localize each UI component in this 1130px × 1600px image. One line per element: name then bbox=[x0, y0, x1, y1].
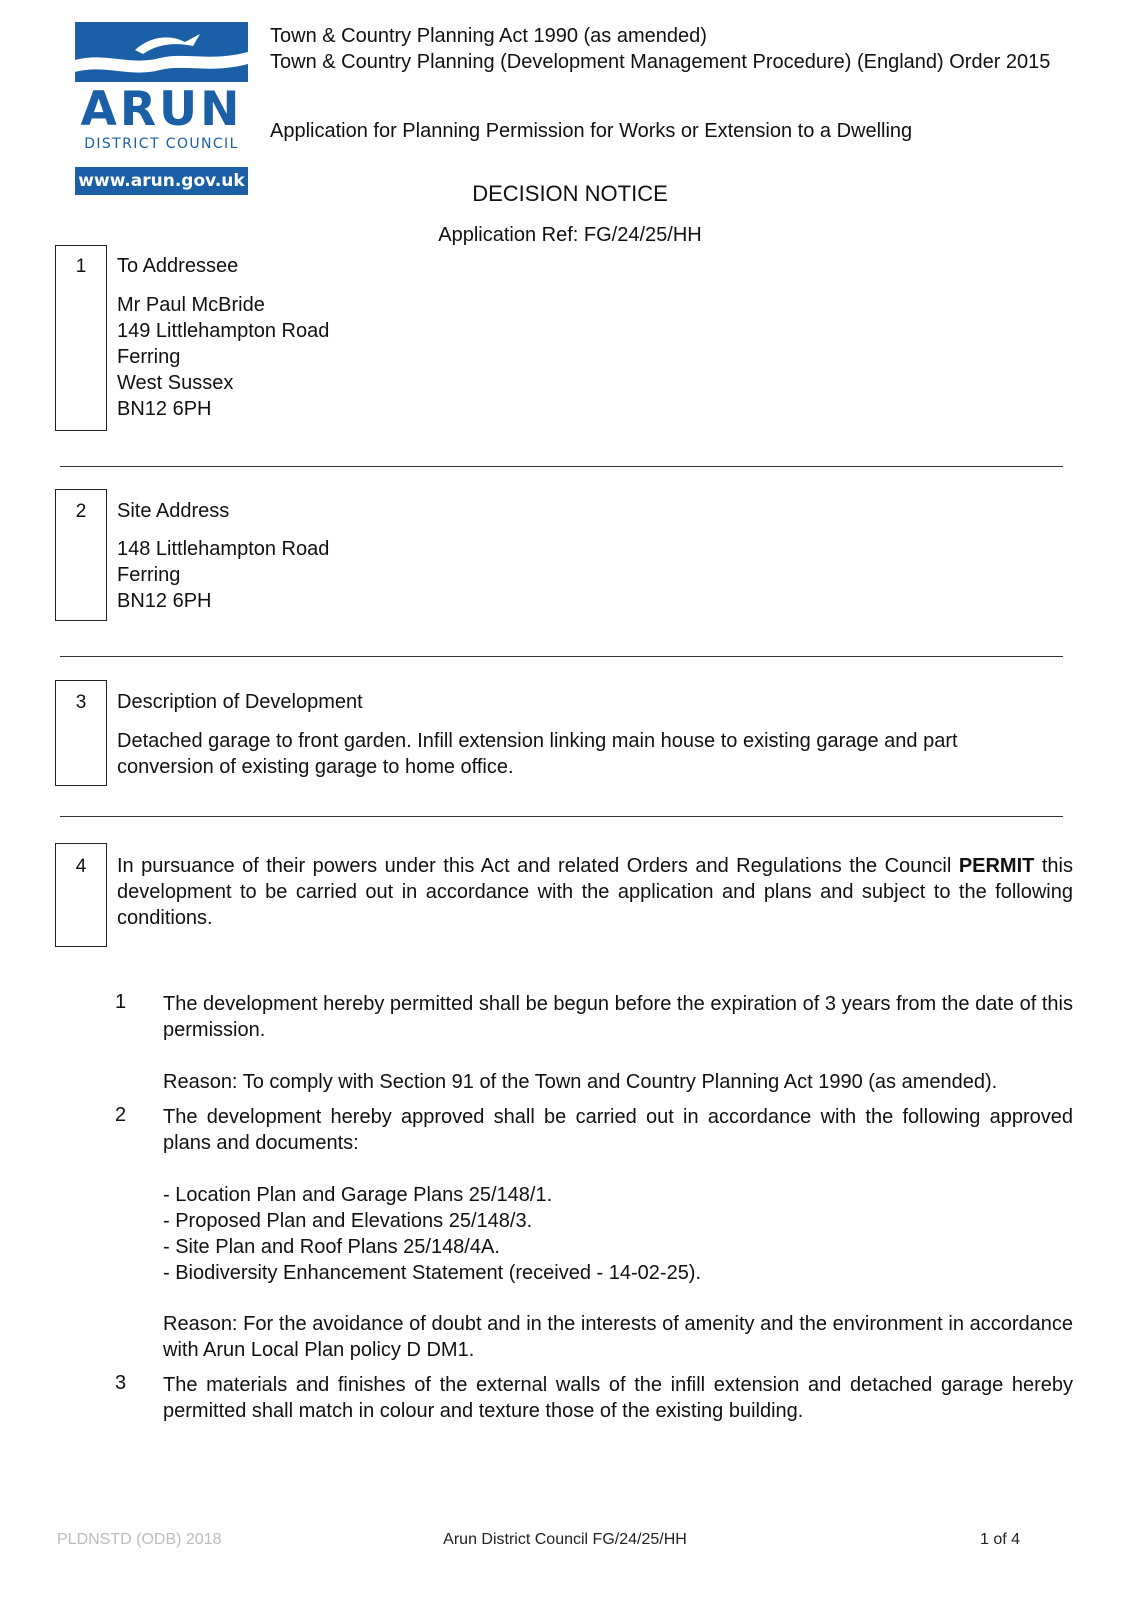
condition-number: 1 bbox=[115, 991, 127, 1013]
address-line: 148 Littlehampton Road bbox=[117, 538, 330, 560]
section-number: 4 bbox=[75, 856, 87, 877]
logo-url: www.arun.gov.uk bbox=[75, 167, 248, 195]
form-code: PLDNSTD (ODB) 2018 bbox=[57, 1531, 222, 1548]
condition-text: The materials and finishes of the external walls of the infill extension and detached garage hereby permitted shall match in colour and texture those of the existing building. bbox=[163, 1374, 1073, 1422]
address-line: 149 Littlehampton Road bbox=[117, 320, 330, 342]
section-title: Site Address bbox=[117, 500, 230, 522]
address-line: BN12 6PH bbox=[117, 398, 212, 420]
condition-number: 2 bbox=[115, 1104, 127, 1126]
application-type: Application for Planning Permission for Works or Extension to a Dwelling bbox=[270, 120, 913, 142]
notice-title: DECISION NOTICE bbox=[472, 181, 668, 206]
condition-reason: Reason: For the avoidance of doubt and in the interests of amenity and the environment in accordance with Arun Local Plan policy D DM1. bbox=[163, 1313, 1073, 1361]
decision-word: PERMIT bbox=[958, 855, 1035, 877]
section-number: 2 bbox=[75, 501, 87, 522]
approved-plans-list bbox=[163, 1182, 1073, 1286]
application-ref: Application Ref: FG/24/25/HH bbox=[438, 224, 702, 246]
condition-reason: Reason: To comply with Section 91 of the Town and Country Planning Act 1990 (as amended). bbox=[163, 1071, 998, 1093]
section-number: 1 bbox=[75, 256, 87, 277]
condition-text: The development hereby approved shall be carried out in accordance with the following approved plans and documents: bbox=[163, 1106, 1073, 1154]
site-address bbox=[117, 536, 329, 614]
list-item: - Site Plan and Roof Plans 25/148/4A. bbox=[163, 1236, 500, 1258]
footer-reference: Arun District Council FG/24/25/HH bbox=[443, 1531, 687, 1548]
decision-statement bbox=[117, 853, 1073, 931]
logo-wordmark: ARUN bbox=[80, 82, 243, 137]
decision-text-before: In pursuance of their powers under this Act and related Orders and Regulations the Council bbox=[117, 855, 952, 877]
address-line: Ferring bbox=[117, 346, 181, 368]
legislation-line-1: Town & Country Planning Act 1990 (as amended) bbox=[270, 25, 707, 47]
section-title: Description of Development bbox=[117, 691, 363, 713]
description-line: conversion of existing garage to home office. bbox=[117, 756, 514, 778]
list-item: - Location Plan and Garage Plans 25/148/1. bbox=[163, 1184, 553, 1206]
legislation-line-2: Town & Country Planning (Development Management Procedure) (England) Order 2015 bbox=[270, 51, 1051, 73]
list-item: - Proposed Plan and Elevations 25/148/3. bbox=[163, 1210, 533, 1232]
section-divider bbox=[60, 656, 1063, 657]
address-line: Ferring bbox=[117, 564, 181, 586]
description-line: Detached garage to front garden. Infill extension linking main house to existing garage and part bbox=[117, 730, 958, 752]
section-number: 3 bbox=[75, 692, 87, 713]
condition-text: The development hereby permitted shall be begun before the expiration of 3 years from the date of this permission. bbox=[163, 993, 1073, 1041]
section-divider bbox=[60, 466, 1063, 467]
address-line: BN12 6PH bbox=[117, 590, 212, 612]
address-line: Mr Paul McBride bbox=[117, 294, 265, 316]
legislation-header bbox=[270, 23, 1090, 75]
condition-number: 3 bbox=[115, 1372, 127, 1394]
page-number: 1 of 4 bbox=[980, 1531, 1021, 1548]
development-description bbox=[117, 728, 1077, 780]
section-title: To Addressee bbox=[117, 255, 239, 277]
decision-text-after: this development to be carried out in accordance with the application and plans and subject to the following conditions. bbox=[117, 855, 1073, 929]
logo-subtitle: DISTRICT COUNCIL bbox=[84, 136, 239, 152]
list-item: - Biodiversity Enhancement Statement (received - 14-02-25). bbox=[163, 1262, 702, 1284]
section-divider bbox=[60, 816, 1063, 817]
addressee-address bbox=[117, 292, 329, 422]
address-line: West Sussex bbox=[117, 372, 234, 394]
